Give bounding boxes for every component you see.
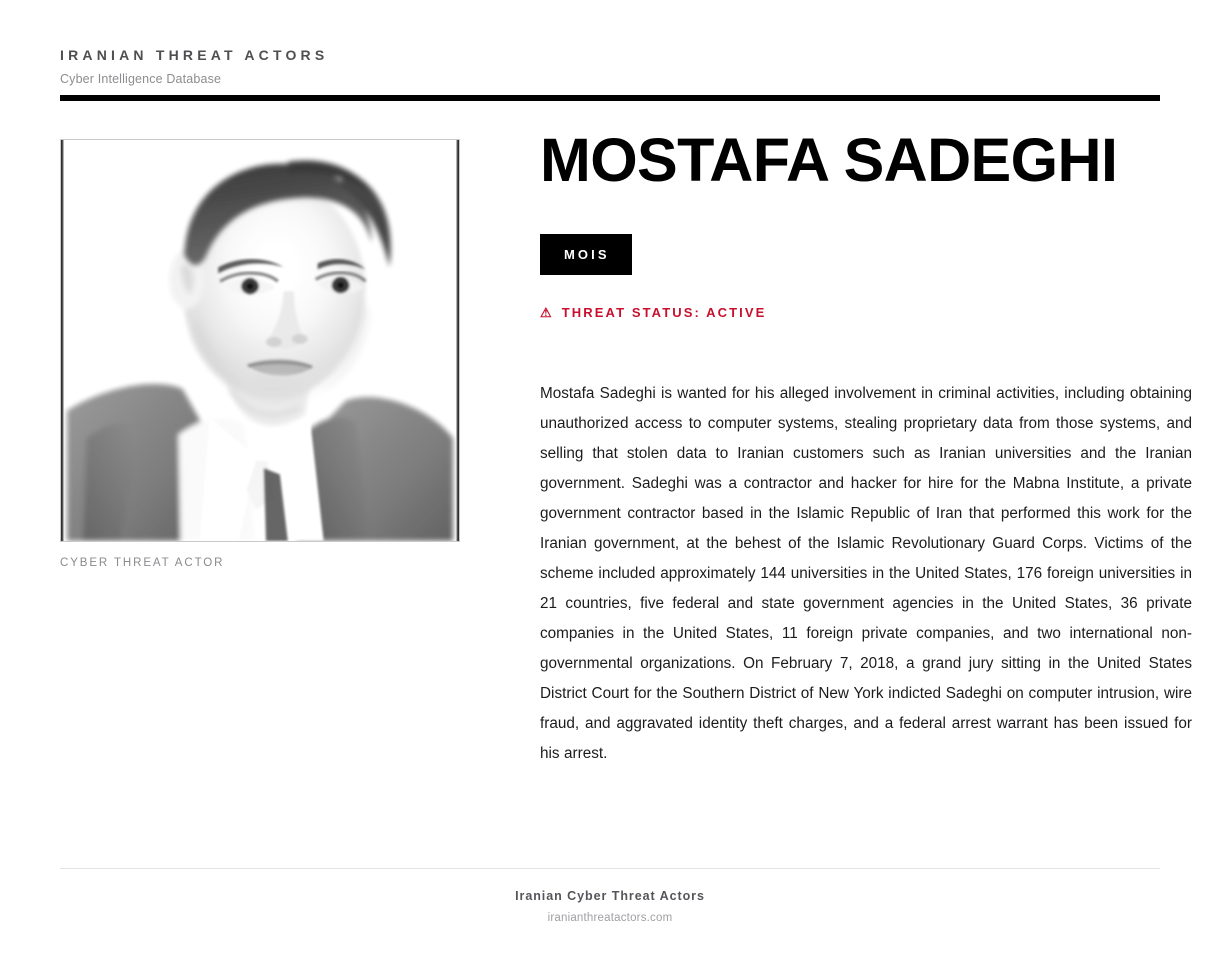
photo-column [60,139,460,570]
footer-title: Iranian Cyber Threat Actors [515,889,705,903]
site-subtitle: Cyber Intelligence Database [60,72,222,86]
actor-biography: Mostafa Sadeghi is wanted for his alleged involvement in criminal activities, including obtaining unauthorized access to computer systems, stealing proprietary data from those systems, and selling that stolen data to Iranian customers such as Iranian universities and the Iranian government. Sadeghi was a contractor and hacker for hire for the Mabna Institute, a private government contractor based in the Islamic Republic of Iran that performed this work for the Iranian government, at the behest of the Islamic Revolutionary Guard Corps. Victims of the scheme included approximately 144 universities in the United States, 176 foreign universities in 21 countries, five federal and state government agencies in the United States, 36 private companies in the United States, 11 foreign private companies, and two international non-governmental organizations. On February 7, 2018, a grand jury sitting in the United States District Court for the Southern District of New York indicted Sadeghi on computer intrusion, wire fraud, and aggravated identity theft charges, and a federal arrest warrant has been issued for his arrest. [540,385,1192,762]
photo-right-edge-shadow [456,140,459,541]
dossier-column [460,126,1192,769]
site-header [60,46,1160,87]
header-divider-rule [60,95,1160,101]
actor-name-heading: MOSTAFA SADEGHI [540,126,1118,194]
page-footer [60,868,1160,925]
threat-status-label: THREAT STATUS: ACTIVE [561,305,767,320]
warning-triangle-icon: ⚠ [540,305,554,320]
footer-url: iranianthreatactors.com [547,912,673,924]
actor-portrait-photo [61,140,459,541]
site-title: IRANIAN THREAT ACTORS [60,47,329,63]
content-columns [60,126,1192,769]
photo-left-edge-shadow [61,140,64,541]
threat-status-row [540,305,1192,321]
actor-photo-frame [60,139,460,542]
affiliation-badge: MOIS [540,234,632,275]
main-content [60,126,1192,769]
photo-caption: CYBER THREAT ACTOR [60,557,225,569]
